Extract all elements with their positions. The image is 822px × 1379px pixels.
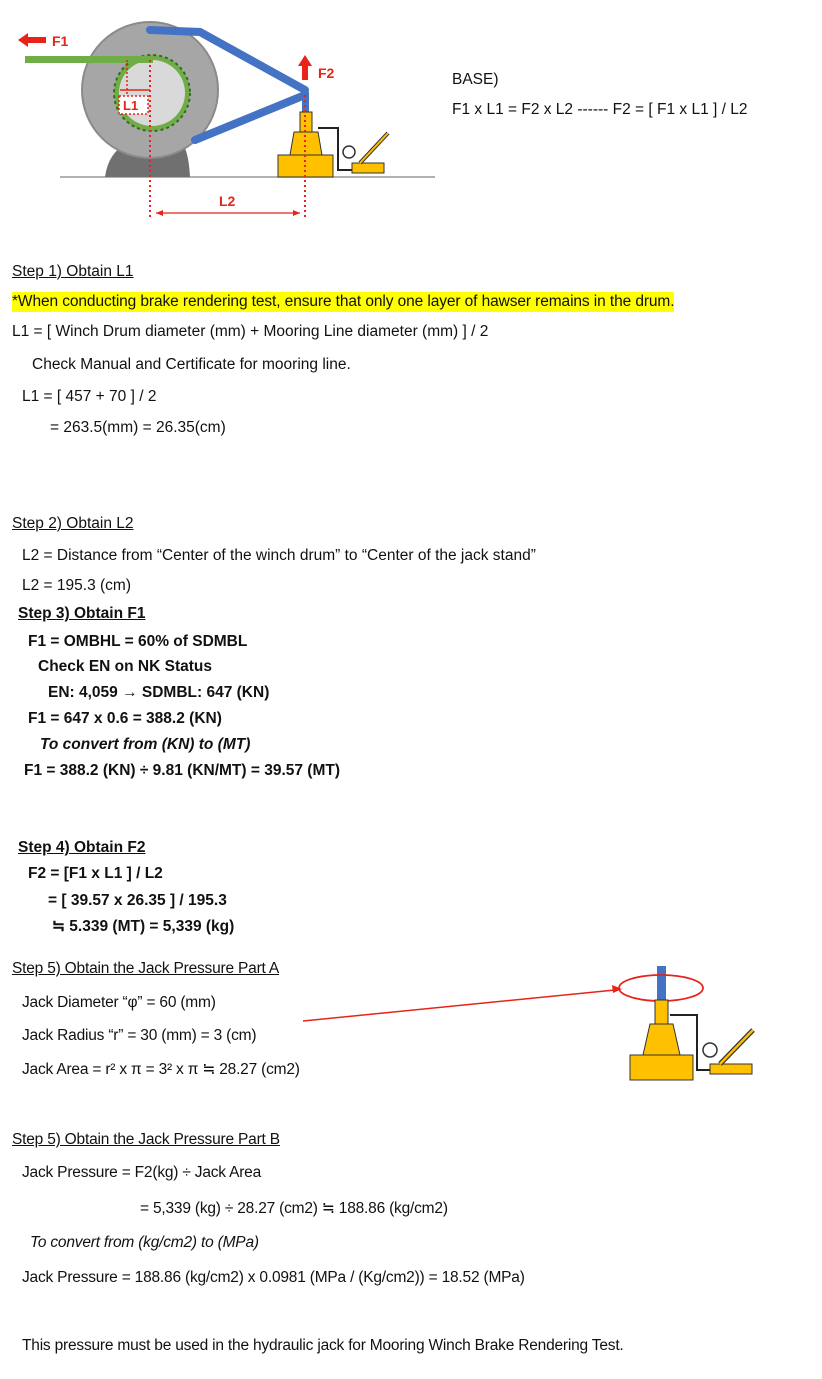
step5a-line1: Jack Diameter “φ” = 60 (mm)	[22, 994, 216, 1011]
jack-detail-hose	[670, 1015, 712, 1070]
step5b-line2: = 5,339 (kg) ÷ 28.27 (cm2) ≒ 188.86 (kg/cm2)	[140, 1200, 448, 1217]
step3-line2: Check EN on NK Status	[38, 658, 212, 675]
l1-label: L1	[123, 98, 139, 113]
jack-detail-stand	[655, 1000, 668, 1024]
pressure-gauge	[343, 146, 355, 158]
jack-detail-highlight-ring	[619, 975, 703, 1001]
step4-line1: F2 = [F1 x L1 ] / L2	[28, 865, 163, 882]
step5b-line1: Jack Pressure = F2(kg) ÷ Jack Area	[22, 1164, 262, 1181]
mooring-line	[25, 56, 153, 63]
conclusion-text: This pressure must be used in the hydraulic jack for Mooring Winch Brake Rendering Test.	[22, 1337, 624, 1354]
step2-line2: L2 = 195.3 (cm)	[22, 577, 131, 594]
f1-arrow-icon	[18, 33, 46, 47]
step1-line1: L1 = [ Winch Drum diameter (mm) + Mooring Line diameter (mm) ] / 2	[12, 323, 489, 340]
f2-label: F2	[318, 65, 335, 81]
jack-detail-rod	[657, 982, 666, 1002]
step3-line4: F1 = 647 x 0.6 = 388.2 (KN)	[28, 710, 222, 727]
step3-heading: Step 3) Obtain F1	[18, 605, 146, 622]
step1-heading: Step 1) Obtain L1	[12, 263, 134, 280]
winch-diagram	[0, 0, 822, 240]
step2-heading: Step 2) Obtain L2	[12, 515, 134, 532]
jack-detail-base	[630, 1055, 693, 1080]
step4-line2: = [ 39.57 x 26.35 ] / 195.3	[48, 892, 227, 909]
step5a-heading: Step 5) Obtain the Jack Pressure Part A	[12, 960, 280, 977]
winch-drum-inner	[119, 60, 185, 126]
step5b-heading: Step 5) Obtain the Jack Pressure Part B	[12, 1131, 280, 1148]
hand-pump	[352, 163, 384, 173]
step1-line3: L1 = [ 457 + 70 ] / 2	[22, 388, 157, 405]
step1-line4: = 263.5(mm) = 26.35(cm)	[50, 419, 226, 436]
step5a-line2: Jack Radius “r” = 30 (mm) = 3 (cm)	[22, 1027, 257, 1044]
jack-detail-pump	[710, 1064, 752, 1074]
jack-detail-handle	[720, 1030, 753, 1064]
jack-detail-body	[643, 1024, 680, 1055]
jack-detail-rod-top	[657, 966, 666, 982]
base-formula: F1 x L1 = F2 x L2 ------ F2 = [ F1 x L1 ] / L2	[452, 101, 748, 118]
base-title: BASE)	[452, 71, 499, 88]
step3-line3: EN: 4,059 → SDMBL: 647 (KN)	[48, 684, 270, 701]
step3-line1: F1 = OMBHL = 60% of SDMBL	[28, 633, 248, 650]
pointer-line	[303, 990, 615, 1021]
jack-detail-gauge	[703, 1043, 717, 1057]
step3-line6: F1 = 388.2 (KN) ÷ 9.81 (KN/MT) = 39.57 (MT)	[24, 762, 341, 779]
step1-note: *When conducting brake rendering test, ensure that only one layer of hawser remains in the drum.	[12, 293, 675, 310]
step1-line2: Check Manual and Certificate for mooring line.	[32, 356, 351, 373]
step2-line1: L2 = Distance from “Center of the winch drum” to “Center of the jack stand”	[22, 547, 536, 564]
l2-label: L2	[219, 193, 236, 209]
step4-line3: ≒ 5.339 (MT) = 5,339 (kg)	[52, 918, 235, 935]
step3-line5: To convert from (KN) to (MT)	[40, 736, 251, 753]
step5b-line4: Jack Pressure = 188.86 (kg/cm2) x 0.0981 (MPa / (Kg/cm2)) = 18.52 (MPa)	[22, 1269, 525, 1286]
step5a-line3: Jack Area = r² x π = 3² x π ≒ 28.27 (cm2)	[22, 1061, 300, 1078]
f2-arrow-icon	[298, 55, 312, 80]
step5b-line3: To convert from (kg/cm2) to (MPa)	[30, 1234, 259, 1251]
step4-heading: Step 4) Obtain F2	[18, 839, 146, 856]
f1-label: F1	[52, 33, 69, 49]
